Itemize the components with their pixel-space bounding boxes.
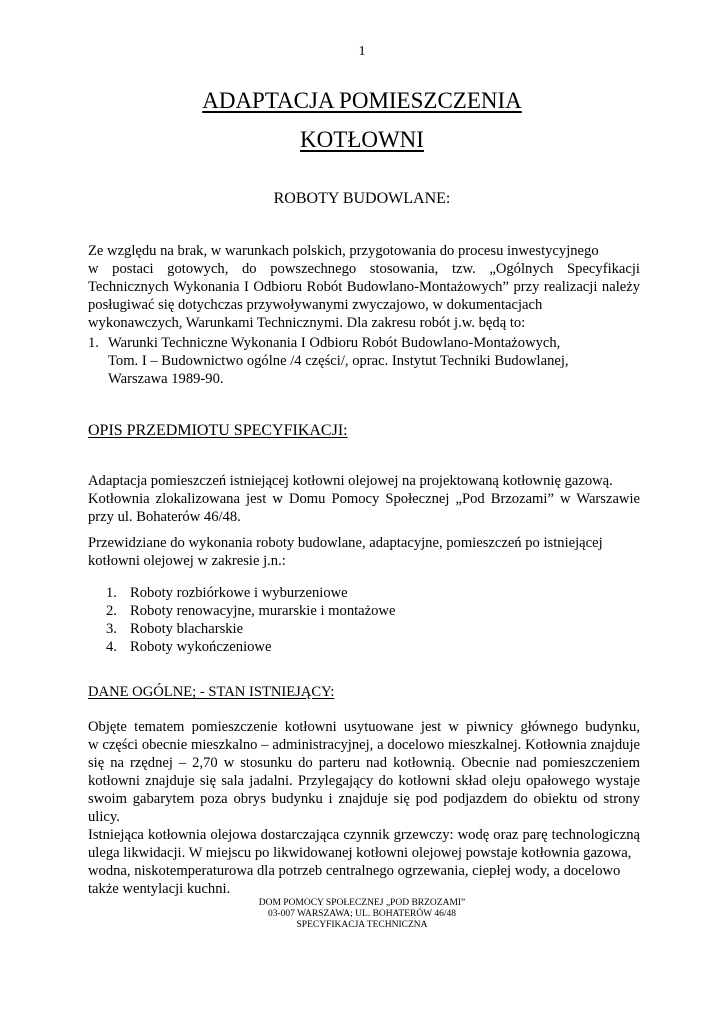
reference-line: Warunki Techniczne Wykonania I Odbioru Robót Budowlano-Montażowych, xyxy=(108,335,561,351)
footer-line-1: DOM POMOCY SPOŁECZNEJ „POD BRZOZAMI” xyxy=(258,898,466,908)
footer-line-3: SPECYFIKACJA TECHNICZNA xyxy=(296,920,428,930)
reference-number: 1. xyxy=(88,335,99,351)
paragraph-line: ulega likwidacji. W miejscu po likwidowanej kotłowni olejowej powstaje kotłownia gazowa, xyxy=(88,845,632,861)
paragraph-line: w części obecnie mieszkalno – administracyjnej, a docelowo mieszkalnej. Kotłownia znajduje xyxy=(88,737,640,753)
footer-line-2: 03-007 WARSZAWA; UL. BOHATERÓW 46/48 xyxy=(267,909,457,919)
general-data-paragraph xyxy=(88,718,640,898)
list-item-text: Roboty wykończeniowe xyxy=(130,639,272,655)
page-footer xyxy=(0,898,724,931)
paragraph-line: swoim gabarytem poza obrys budynku i znajduje się pod podjazdem do obiektu od strony xyxy=(88,791,640,807)
intro-paragraph xyxy=(88,242,640,332)
paragraph-line: ulicy. xyxy=(88,809,120,825)
reference-list xyxy=(88,334,640,388)
paragraph-line: wodna, niskotemperaturowa dla potrzeb centralnego ogrzewania, ciepłej wody, a docelowo xyxy=(88,863,621,879)
list-item-number: 2. xyxy=(106,603,117,619)
paragraph-line: Objęte tematem pomieszczenie kotłowni usytuowane jest w piwnicy głównego budynku, xyxy=(88,719,640,735)
intro-line: wykonawczych, Warunkami Technicznymi. Dla zakresu robót j.w. będą to: xyxy=(88,315,526,331)
paragraph-line: kotłowni znajduje się sala jadalni. Przylegający do kotłowni skład oleju opałowego wystaje xyxy=(88,773,640,789)
intro-line: Ze względu na brak, w warunkach polskich, przygotowania do procesu inwestycyjnego xyxy=(88,243,599,259)
intro-line: posługiwać się dotychczas przywoływanymi zwyczajowo, w dokumentacjach xyxy=(88,297,543,313)
paragraph-line: się na rzędnej – 2,70 w stosunku do parteru nad kotłownią. Obecnie nad pomieszczeniem xyxy=(88,755,640,771)
list-item-text: Roboty blacharskie xyxy=(130,621,244,637)
section-heading-general-data: DANE OGÓLNE; - STAN ISTNIEJĄCY: xyxy=(88,684,335,700)
works-list xyxy=(106,584,640,656)
reference-text xyxy=(108,334,640,388)
list-item xyxy=(106,602,640,620)
list-item-number: 4. xyxy=(106,639,117,655)
title-line-1: ADAPTACJA POMIESZCZENIA xyxy=(202,88,522,113)
list-item xyxy=(106,584,640,602)
paragraph-line: Przewidziane do wykonania roboty budowlane, adaptacyjne, pomieszczeń po istniejącej xyxy=(88,535,603,551)
title-line-2: KOTŁOWNI xyxy=(300,127,424,152)
specification-paragraph-2 xyxy=(88,534,640,570)
paragraph-line: także wentylacji kuchni. xyxy=(88,881,231,897)
intro-line: w postaci gotowych, do powszechnego stosowania, tzw. „Ogólnych Specyfikacji xyxy=(88,261,640,277)
page-number: 1 xyxy=(358,44,366,59)
specification-paragraph-1 xyxy=(88,472,640,526)
list-item-text: Roboty rozbiórkowe i wyburzeniowe xyxy=(130,585,348,601)
list-item xyxy=(106,620,640,638)
paragraph-line: Adaptacja pomieszczeń istniejącej kotłowni olejowej na projektowaną kotłownię gazową. xyxy=(88,473,613,489)
intro-line: Technicznych Wykonania I Odbioru Robót Budowlano-Montażowych” przy realizacji należy xyxy=(88,279,640,295)
list-item-number: 1. xyxy=(106,585,117,601)
reference-line: Warszawa 1989-90. xyxy=(108,371,224,387)
paragraph-line: kotłowni olejowej w zakresie j.n.: xyxy=(88,553,286,569)
list-item-text: Roboty renowacyjne, murarskie i montażowe xyxy=(130,603,396,619)
paragraph-line: przy ul. Bohaterów 46/48. xyxy=(88,509,241,525)
section-heading-specification: OPIS PRZEDMIOTU SPECYFIKACJI: xyxy=(88,422,348,439)
paragraph-line: Kotłownia zlokalizowana jest w Domu Pomocy Społecznej „Pod Brzozami” w Warszawie xyxy=(88,491,640,507)
reference-line: Tom. I – Budownictwo ogólne /4 części/, oprac. Instytut Techniki Budowlanej, xyxy=(108,353,569,369)
paragraph-line: Istniejąca kotłownia olejowa dostarczająca czynnik grzewczy: wodę oraz parę technologiczną xyxy=(88,827,640,843)
list-item xyxy=(106,638,640,656)
list-item-number: 3. xyxy=(106,621,117,637)
subtitle: ROBOTY BUDOWLANE: xyxy=(273,190,451,207)
